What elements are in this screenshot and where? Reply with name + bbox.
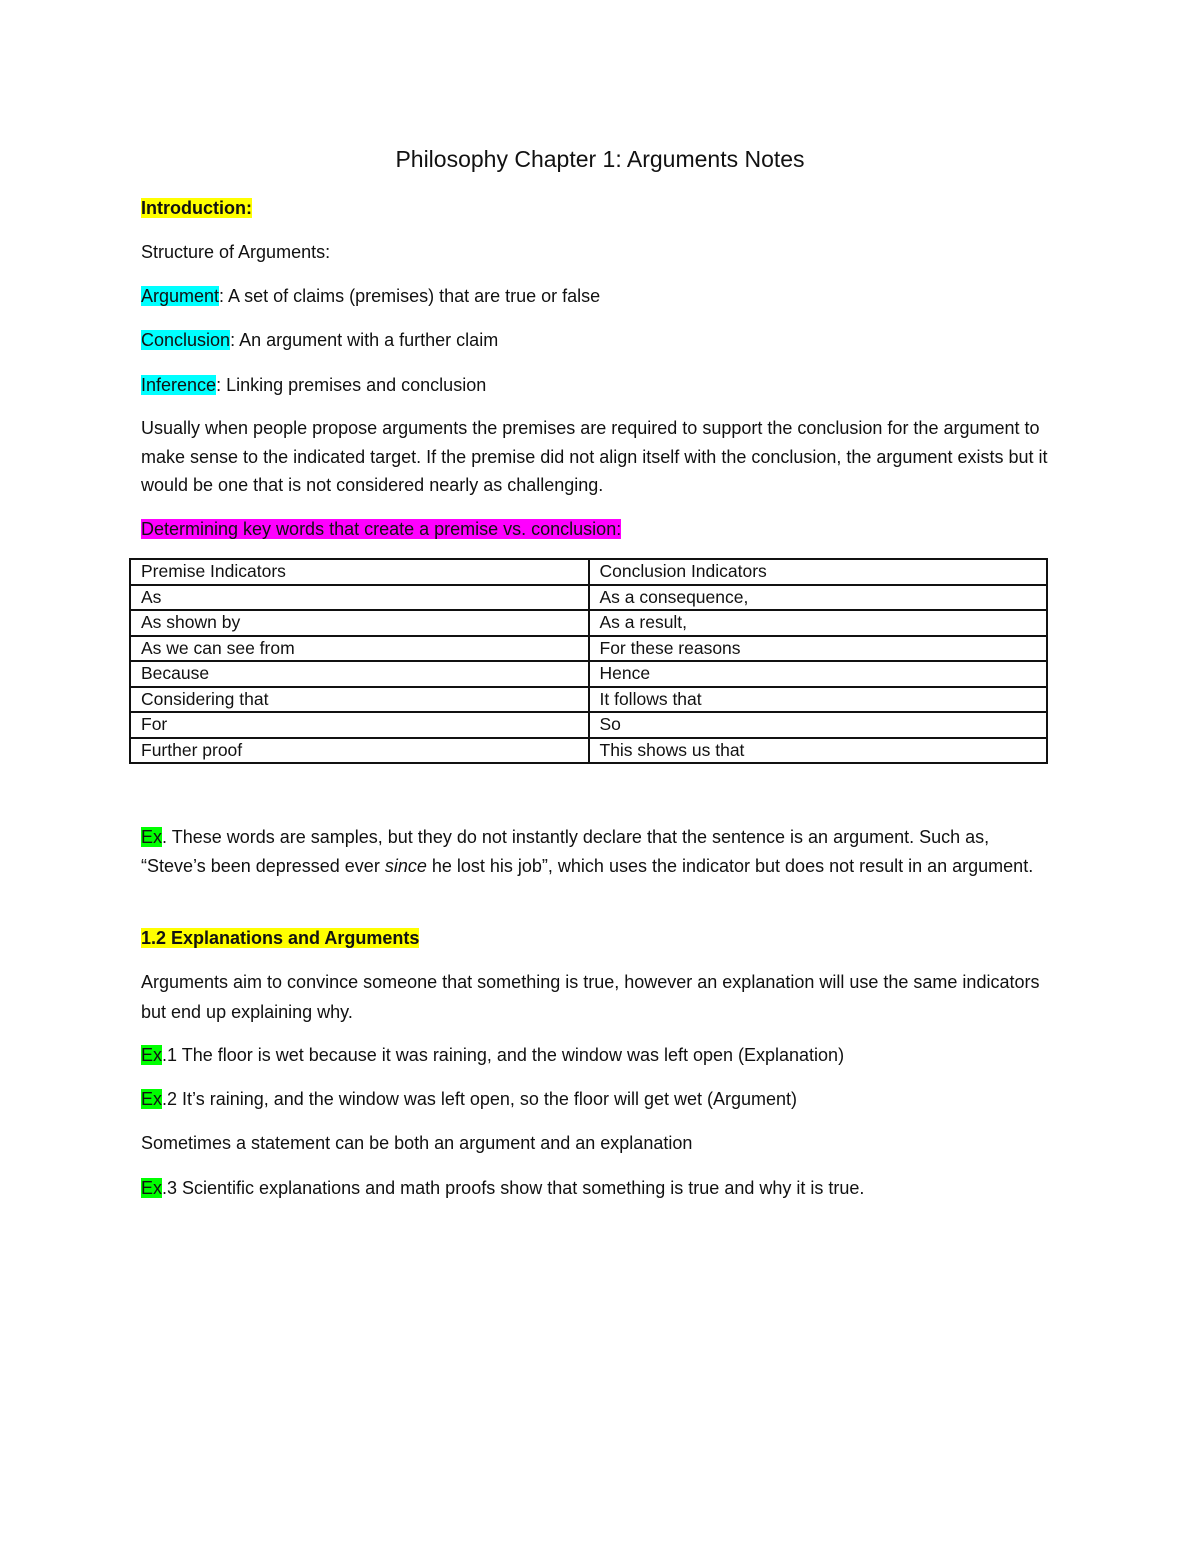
- example-text: .3 Scientific explanations and math proofs show that something is true and why it is true.: [162, 1178, 865, 1198]
- keywords-heading-text: Determining key words that create a premise vs. conclusion:: [141, 519, 622, 539]
- example-text: . These words are samples, but they do not instantly declare that the sentence is an argument. Such as, “Steve’s been depressed ever: [141, 827, 990, 876]
- table-row: [130, 687, 1047, 713]
- definition-text: : Linking premises and conclusion: [216, 375, 487, 395]
- section-1-2-paragraph: Arguments aim to convince someone that something is true, however an explanation will use the same indicators but end up explaining why.: [141, 972, 1040, 1022]
- table-row: [130, 610, 1047, 636]
- table-row: [130, 636, 1047, 662]
- definition-term: Inference: [141, 375, 217, 395]
- table-cell: Considering that: [130, 687, 589, 713]
- table-cell: Further proof: [130, 738, 589, 764]
- table-cell: As a result,: [589, 610, 1048, 636]
- definition-conclusion: [141, 326, 498, 354]
- definition-argument: [141, 282, 600, 310]
- table-cell: For: [130, 712, 589, 738]
- table-cell: Hence: [589, 661, 1048, 687]
- example-italic-word: since: [384, 855, 427, 876]
- table-row: [130, 712, 1047, 738]
- example-label: Ex: [141, 1089, 163, 1109]
- definition-inference: [141, 371, 486, 399]
- section-1-2-example-3: [141, 1174, 864, 1202]
- structure-label: Structure of Arguments:: [141, 242, 331, 262]
- example-text: .1 The floor is wet because it was raining, and the window was left open (Explanation): [162, 1045, 845, 1065]
- example-text: .2 It’s raining, and the window was left open, so the floor will get wet (Argument): [162, 1089, 798, 1109]
- table-header-conclusion: Conclusion Indicators: [589, 559, 1048, 585]
- table-cell: For these reasons: [589, 636, 1048, 662]
- section-1-2-example-1: [141, 1041, 844, 1069]
- section-1-2-example-2: [141, 1085, 797, 1113]
- definition-term: Conclusion: [141, 330, 231, 350]
- keywords-example: [141, 823, 1051, 880]
- table-cell: Because: [130, 661, 589, 687]
- table-row: [130, 661, 1047, 687]
- example-label: Ex: [141, 1045, 163, 1065]
- example-label: Ex: [141, 1178, 163, 1198]
- document-title: Philosophy Chapter 1: Arguments Notes: [395, 146, 805, 172]
- section-1-2-heading: [141, 924, 419, 952]
- table-row: [130, 585, 1047, 611]
- example-text: he lost his job”, which uses the indicator but does not result in an argument.: [426, 855, 1034, 876]
- section-1-2-note: Sometimes a statement can be both an argument and an explanation: [141, 1133, 693, 1153]
- table-cell: As shown by: [130, 610, 589, 636]
- example-label: Ex: [141, 827, 163, 847]
- table-cell: So: [589, 712, 1048, 738]
- definition-text: : A set of claims (premises) that are true or false: [219, 286, 601, 306]
- table-header-row: [130, 559, 1047, 585]
- section-1-2-heading-text: 1.2 Explanations and Arguments: [141, 928, 420, 948]
- introduction-paragraph: Usually when people propose arguments the premises are required to support the conclusion for the argument to make sense to the indicated target. If the premise did not align itself with the conclusion, the argument exists but it would be one that is not considered nearly as challenging.: [141, 418, 1048, 495]
- table-cell: As: [130, 585, 589, 611]
- table-cell: It follows that: [589, 687, 1048, 713]
- table-cell: As a consequence,: [589, 585, 1048, 611]
- definition-term: Argument: [141, 286, 220, 306]
- introduction-heading: [141, 194, 252, 222]
- table-cell: This shows us that: [589, 738, 1048, 764]
- table-header-premise: Premise Indicators: [130, 559, 589, 585]
- indicators-table: [129, 558, 1048, 764]
- introduction-heading-text: Introduction:: [141, 198, 252, 218]
- table-row: [130, 738, 1047, 764]
- table-cell: As we can see from: [130, 636, 589, 662]
- keywords-heading: [141, 515, 621, 543]
- definition-text: : An argument with a further claim: [230, 330, 499, 350]
